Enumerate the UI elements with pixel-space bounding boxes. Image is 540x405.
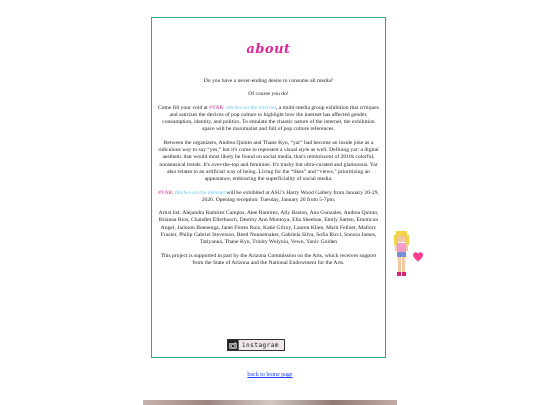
instagram-label: instagram: [242, 341, 280, 349]
exhibition-dates: [158, 190, 379, 205]
dates-body: will be exhibited at ASU's Harry Wood Gallery from January 20-29, 2026. Opening reception: Tuesday, January 20 from 5-7pm.: [201, 189, 379, 203]
about-content: [158, 78, 379, 273]
dates-title: bitches on the internet: [175, 189, 225, 196]
desc-lead: Come fill your void at: [158, 104, 210, 111]
dates-tag: #YAR:: [158, 189, 176, 196]
artist-list: Artist list: Alejandra Ramirez Campos, Alee Ramirez, Ally Baston, Ana Gonzales, Andrea Quinto, Brianna Rios, Chandler Ellerbusch, Destiny Ann Montoya, Ella Sheehan, Emily Sarten, Emoticon Angel, Jackson Boenenga, Janet Flores Ruiz, Katie Gilroy, Lauren Klien, Marit Fellner, Mallory Frazier, Philip Gabriel Steverson, Reed Nunnemaker, Gabriela Silva, Sofia Ricci, Sonora James, Tatiyanna, Thane Kyu, Trinity Wolyniu, Vewn, Yaniv Golden: [158, 210, 379, 246]
exhibition-description: [158, 105, 379, 134]
exhibition-tag: #YAR:: [209, 104, 227, 111]
yar-definition: Between the organizers, Andrea Quinto and Thane Kyu, “yar” had become an inside joke as a ridiculous way to say “yes,” but it's come to represent a visual style as well. Defining yar: a digital aesthetic that would most likely be found on social media, that's reminiscent of 2010s colorful, nonsensical trends. It's over-the-top and feminine. It's trashy but ultra-curated and glamorous. Yar also relates to an artificial way of being. Living for the “likes” and “views,” prioritizing an appearance, embracing the superficiality of social media.: [158, 139, 379, 183]
exhibition-title: bitches on the internet: [226, 104, 276, 111]
intro-answer: Of course you do!: [248, 91, 289, 98]
back-to-home-link[interactable]: back to home page: [247, 372, 293, 378]
desc-body: , a multi-media group exhibition that critiques and satirizes the devices of pop culture to highlight how the internet has affected gender, consumption, identity, and politics. To emulate the chaotic nature of the internet, the exhibition space will be maximalist and full of pop culture references.: [162, 104, 379, 133]
pixel-girl-heart-icon: [386, 230, 424, 289]
instagram-wrapper: [227, 339, 285, 351]
about-panel: [151, 17, 386, 358]
bottom-image-strip: [143, 400, 397, 405]
support-note: This project is supported in part by the Arizona Commission on the Arts, which receives support from the State of Arizona and the National Endowment for the Arts.: [160, 252, 377, 266]
page-title: about: [246, 42, 291, 57]
intro-question: Do you have a never-ending desire to consume all media?: [203, 78, 334, 84]
instagram-button[interactable]: [227, 339, 285, 351]
camera-icon: [228, 340, 239, 350]
